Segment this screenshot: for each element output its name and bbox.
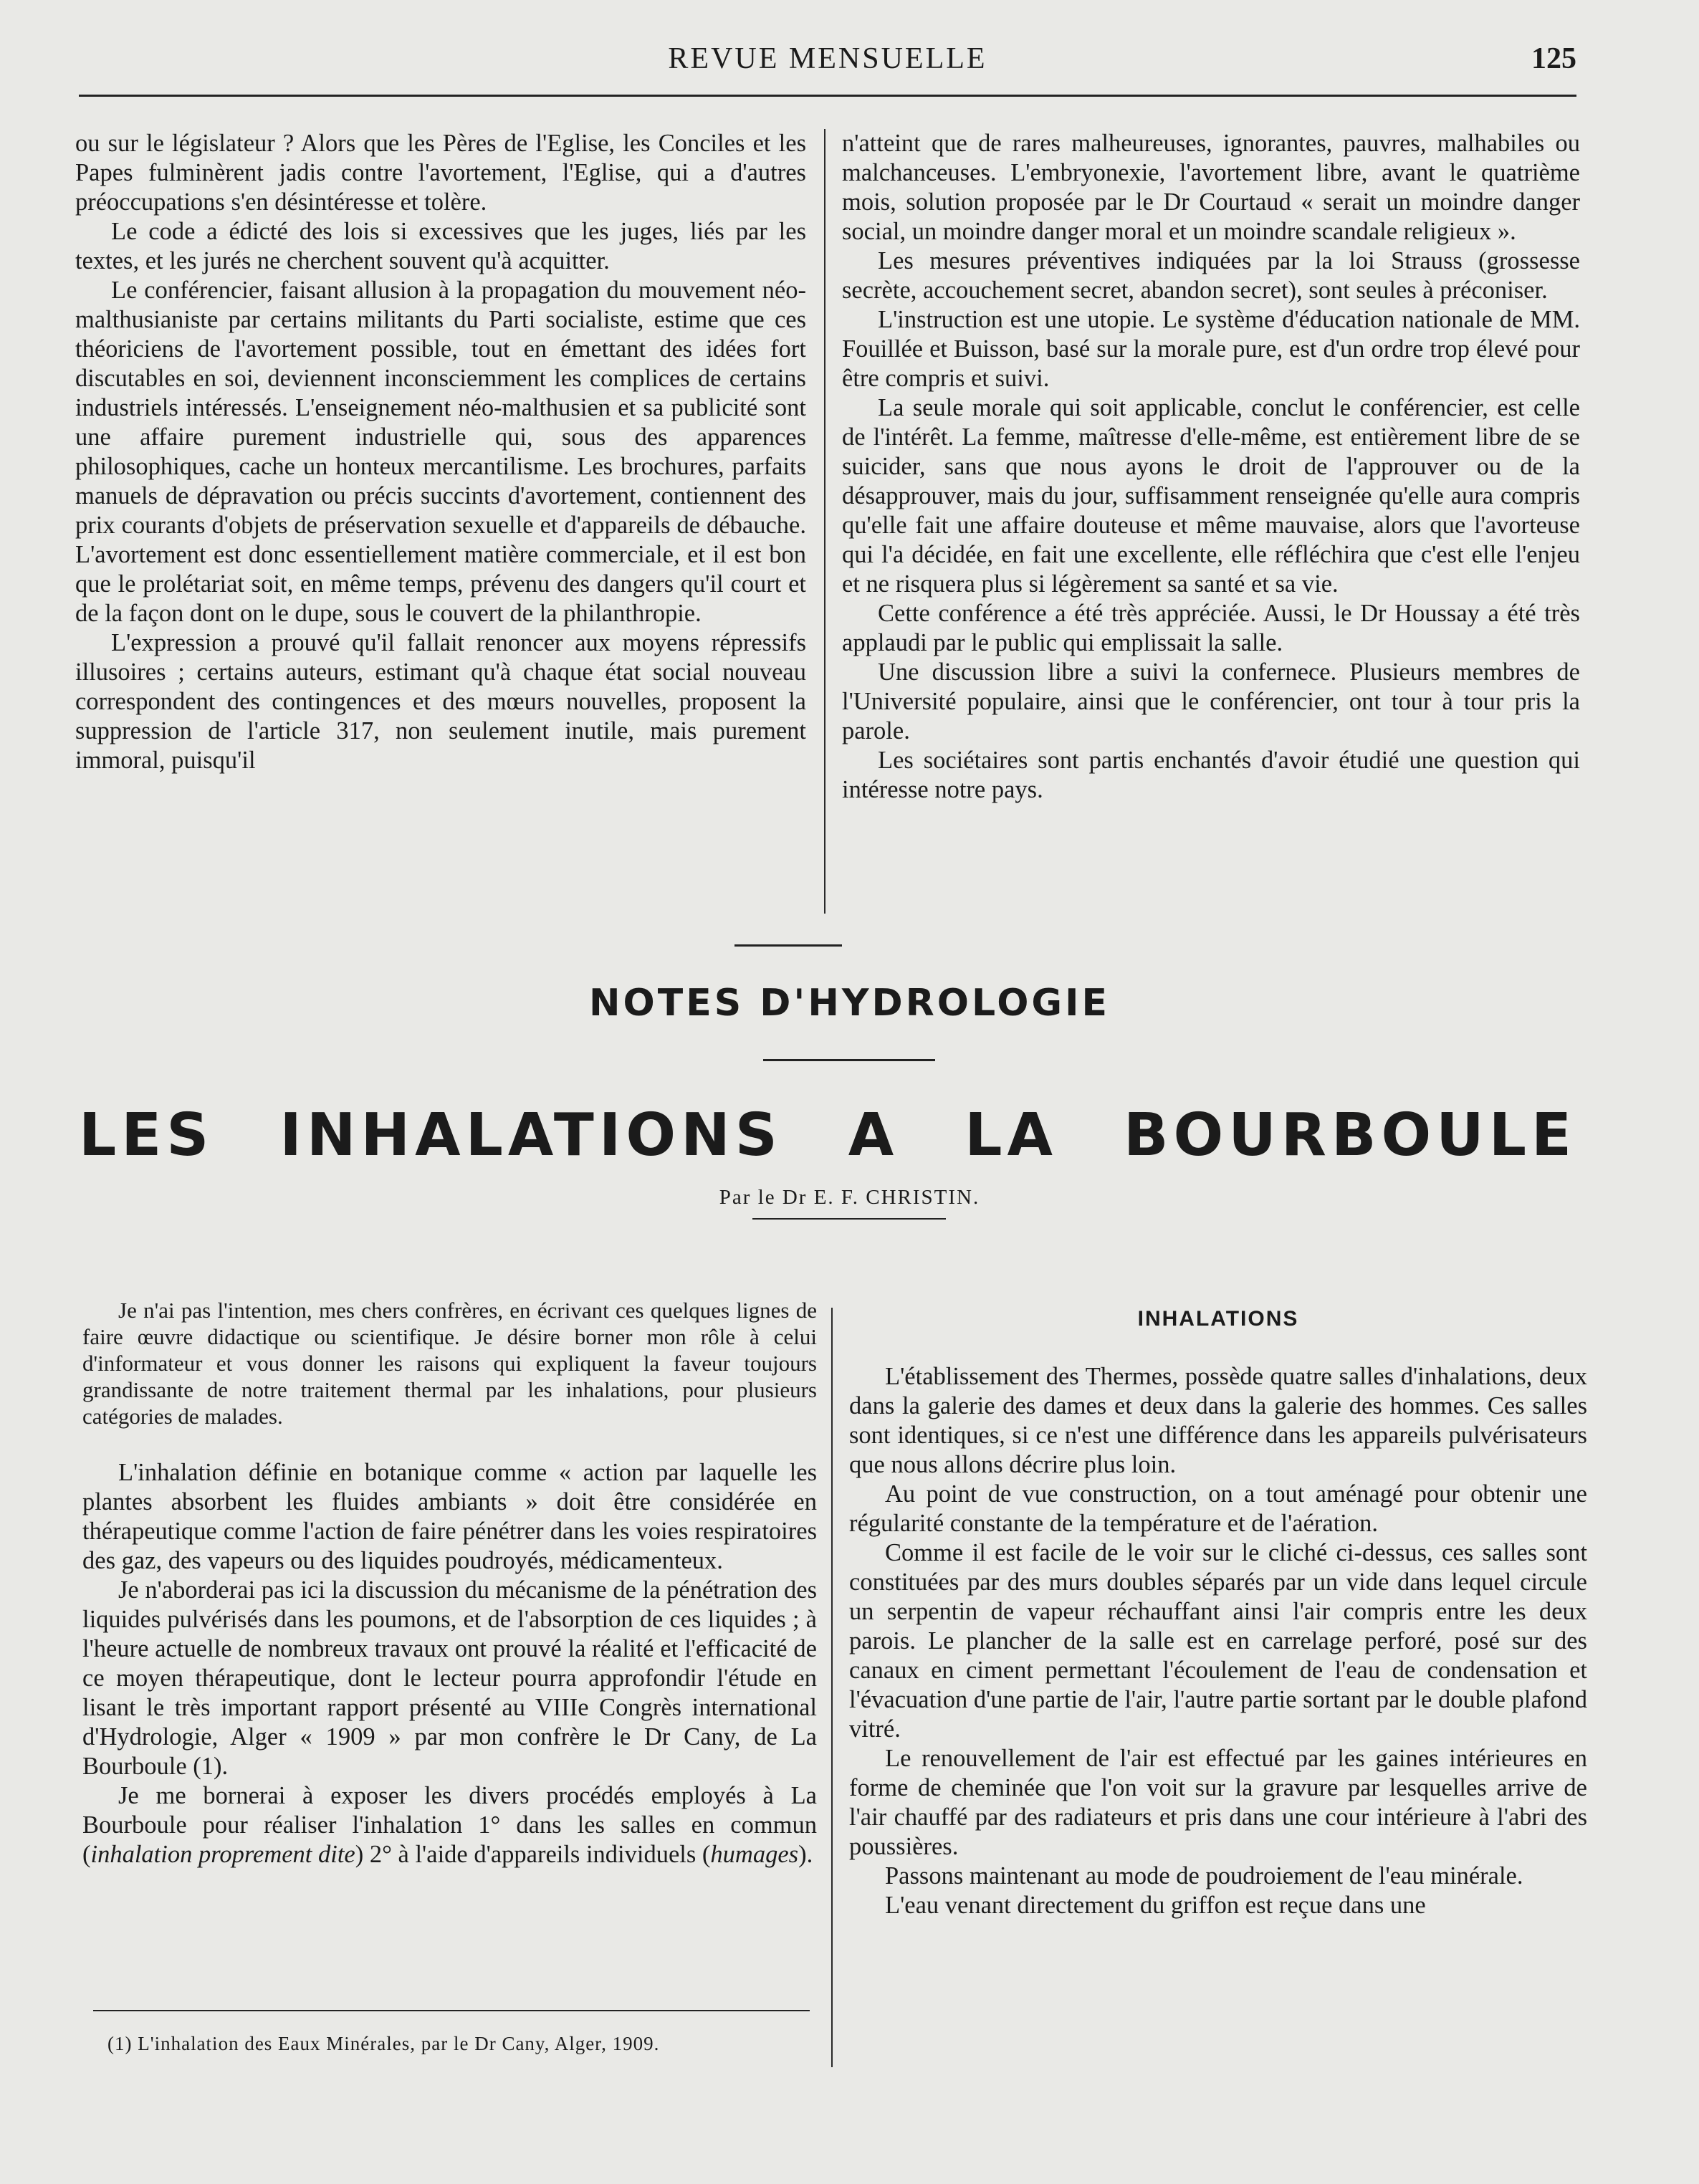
paragraph: Les sociétaires sont partis enchantés d'avoir étudié une question qui intéresse notre pays. — [842, 747, 1580, 803]
separator-rule — [763, 1059, 935, 1061]
paragraph: ou sur le législateur ? Alors que les Pères de l'Eglise, les Conciles et les Papes fulminèrent jadis contre l'avortement, l'Eglise, qui a d'autres préoccupations s'en désintéresse et tolère. — [75, 130, 806, 216]
paragraph: L'établissement des Thermes, possède quatre salles d'inhalations, deux dans la galerie des dames et deux dans la galerie des hommes. Ces salles sont identiques, si ce n'est une différence dans les appareils pulvérisateurs que nous allons décrire plus loin. — [849, 1363, 1587, 1478]
footnote-rule — [93, 2010, 810, 2011]
intro-paragraph: Je n'ai pas l'intention, mes chers confrères, en écrivant ces quelques lignes de faire œuvre didactique ou scientifique. Je désire borner mon rôle à celui d'informateur et vous donner les raisons qui expliquent la faveur toujours grandissante de notre traitement thermal par les inhalations, pour plusieurs catégories de malades. — [82, 1298, 817, 1429]
paragraph: Une discussion libre a suivi la confernece. Plusieurs membres de l'Université populaire, ainsi que le conférencier, ont tour à tour pris la parole. — [842, 658, 1580, 744]
paragraph: La seule morale qui soit applicable, conclut le conférencier, est celle de l'intérêt. La femme, maîtresse d'elle-même, est entièrement libre de se suicider, sans que nous ayons le droit de l'approuver ou de la désapprouver, mais du jour, suffisamment renseignée qu'elle aura compris qu'elle fait une affaire douteuse et même mauvaise, alors que l'avorteuse qui l'a décidée, en fait une excellente, elle réfléchira que c'est elle l'enjeu et ne risquera plus si légèrement sa santé et sa vie. — [842, 394, 1580, 598]
paragraph: n'atteint que de rares malheureuses, ignorantes, pauvres, malhabiles ou malchanceuses. L'embryonexie, l'avortement libre, avant le quatrième mois, solution proposée par le Dr Courtaud « serait un moindre danger social, un moindre danger moral et un moindre scandale religieux ». — [842, 130, 1580, 245]
paragraph: Comme il est facile de le voir sur le cliché ci-dessus, ces salles sont constituées par des murs doubles séparés par un vide dans lequel circule un serpentin de vapeur réchauffant ainsi l'air compris entre les deux parois. Le plancher de la salle est en carrelage perforé, posé sur des canaux en ciment permettant l'écoulement de l'eau de condensation et l'évacuation d'une partie de l'air, l'autre partie sortant par le double plafond vitré. — [849, 1539, 1587, 1743]
paragraph: Le conférencier, faisant allusion à la propagation du mouvement néo-malthusianiste par certains militants du Parti socialiste, estime que ces théoriciens de l'avortement possible, tout en émettant des idées fort discutables en soi, deviennent inconsciemment les complices de certains industriels intéressés. L'enseignement néo-malthusien et sa publicité sont une affaire purement industrielle qui, sous des apparences philosophiques, cache un honteux mercantilisme. Les brochures, parfaits manuels de dépravation ou précis succints d'avortement, contiennent des prix courants d'objets de préservation sexuelle et d'appareils de débauche. L'avortement est donc essentiellement matière commerciale, et il est bon que le prolétariat soit, en même temps, prévenu des dangers qu'il court et de la façon dont on le dupe, sous le couvert de la philanthropie. — [75, 277, 806, 627]
paragraph: L'instruction est une utopie. Le système d'éducation nationale de MM. Fouillée et Buisson, basé sur la morale pure, est d'un ordre trop élevé pour être compris et suivi. — [842, 306, 1580, 392]
page-number: 125 — [1531, 42, 1576, 75]
subheading: INHALATIONS — [1137, 1307, 1299, 1331]
paragraph: L'inhalation définie en botanique comme « action par laquelle les plantes absorbent les fluides ambiants » doit être considérée en thérapeutique comme l'action de faire pénétrer dans les voies respiratoires des gaz, des vapeurs ou des liquides poudroyés, médicamenteux. — [82, 1459, 817, 1574]
running-header — [79, 37, 1576, 97]
top-right-column — [842, 129, 1580, 805]
article-left-column — [82, 1297, 817, 1869]
article-title: LES INHALATIONS A LA BOURBOULE — [79, 1101, 1576, 1169]
paragraph: Au point de vue construction, on a tout aménagé pour obtenir une régularité constante de la température et de l'aération. — [849, 1480, 1587, 1537]
paragraph: Le renouvellement de l'air est effectué par les gaines intérieures en forme de cheminée que l'on voit sur la gravure par lesquelles arrive de l'air chauffé par des radiateurs et pris dans une cour intérieure à l'abri des poussières. — [849, 1745, 1587, 1860]
column-rule — [824, 129, 825, 914]
emphasis: inhalation proprement dite — [90, 1841, 355, 1868]
paragraph: Je me bornerai à exposer les divers procédés employés à La Bourboule pour réaliser l'inhalation 1° dans les salles en commun (inhalation proprement dite) 2° à l'aide d'appareils individuels (humages). — [82, 1782, 817, 1868]
paragraph: Cette conférence a été très appréciée. Aussi, le Dr Houssay a été très applaudi par le public qui emplissait la salle. — [842, 600, 1580, 656]
emphasis: humages — [710, 1841, 799, 1868]
running-title: REVUE MENSUELLE — [668, 42, 987, 75]
footnote: (1) L'inhalation des Eaux Minérales, par le Dr Cany, Alger, 1909. — [107, 2033, 660, 2054]
separator-rule — [752, 1218, 946, 1220]
paragraph: Les mesures préventives indiquées par la loi Strauss (grossesse secrète, accouchement secret, abandon secret), sont seules à préconiser. — [842, 247, 1580, 304]
section-heading: NOTES D'HYDROLOGIE — [589, 982, 1110, 1025]
paragraph: Je n'aborderai pas ici la discussion du mécanisme de la pénétration des liquides pulvérisés dans les poumons, et de l'absorption de ces liquides ; à l'heure actuelle de nombreux travaux ont prouvé la réalité et l'efficacité de ce moyen thérapeutique, dont le lecteur pourra approfondir l'étude en lisant le très important rapport présenté au VIIIe Congrès international d'Hydrologie, Alger « 1909 » par mon confrère le Dr Cany, de La Bourboule (1). — [82, 1576, 817, 1780]
top-left-column — [75, 129, 806, 775]
separator-rule — [734, 944, 842, 947]
paragraph: L'expression a prouvé qu'il fallait renoncer aux moyens répressifs illusoires ; certains auteurs, estimant qu'à chaque état social nouveau correspondent des contingences et des mœurs nouvelles, proposent la suppression de l'article 317, non seulement inutile, mais purement immoral, puisqu'il — [75, 629, 806, 774]
byline: Par le Dr E. F. CHRISTIN. — [719, 1186, 980, 1209]
article-right-column — [849, 1304, 1587, 1920]
column-rule — [831, 1308, 833, 2067]
paragraph: L'eau venant directement du griffon est reçue dans une — [885, 1892, 1426, 1919]
paragraph: Le code a édicté des lois si excessives que les juges, liés par les textes, et les jurés ne cherchent souvent qu'à acquitter. — [75, 218, 806, 274]
paragraph: Passons maintenant au mode de poudroiement de l'eau minérale. — [885, 1862, 1523, 1890]
